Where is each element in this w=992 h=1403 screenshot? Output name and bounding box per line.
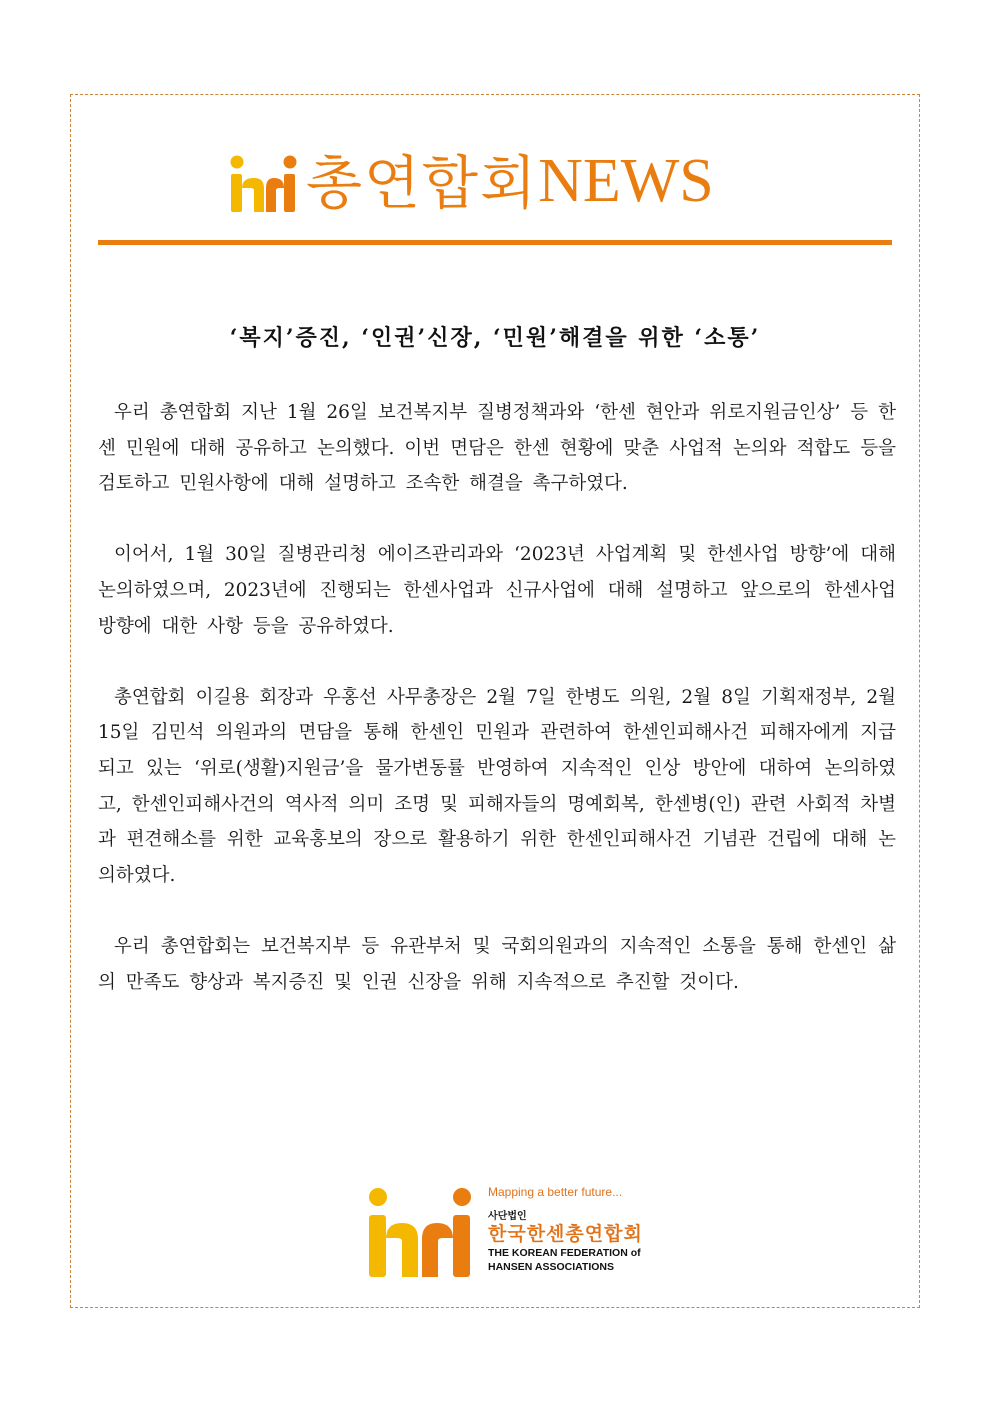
- article-paragraph-1: 우리 총연합회 지난 1월 26일 보건복지부 질병정책과와 ‘한센 현안과 위로지원금인상’ 등 한센 민원에 대해 공유하고 논의했다. 이번 면담은 한센 현황에 맞춘 사업적 논의와 적합도 등을 검토하고 민원사항에 대해 설명하고 조속한 해결을 촉구하였다.: [98, 402, 896, 495]
- footer-org-name-english-line1: THE KOREAN FEDERATION of: [488, 1247, 641, 1259]
- article-paragraph-3: 총연합회 이길용 회장과 우홍선 사무총장은 2월 7일 한병도 의원, 2월 8일 기획재정부, 2월 15일 김민석 의원과의 면담을 통해 한센인 민원과 관련하여 한센인피해사건 피해자에게 지급되고 있는 ‘위로(생활)지원금’을 물가변동률 반영하여 지속적인 인상 방안에 대하여 논의하였고, 한센인피해사건의 역사적 의미 조명 및 피해자들의 명예회복, 한센병(인) 관련 사회적 차별과 편견해소를 위한 교육홍보의 장으로 활용하기 위한 한센인피해사건 기념관 건립에 대해 논의하였다.: [98, 686, 896, 886]
- footer-logo: [364, 1183, 664, 1283]
- masthead-rule: [98, 240, 892, 245]
- masthead-title-korean: 총연합회: [306, 149, 539, 217]
- footer-org-name-english-line2: HANSEN ASSOCIATIONS: [488, 1261, 615, 1273]
- footer-corp-type: 사단법인: [488, 1211, 527, 1222]
- hi-logo-icon: [364, 1183, 476, 1279]
- article-paragraph-4: 우리 총연합회는 보건복지부 등 유관부처 및 국회의원과의 지속적인 소통을 통해 한센인 삶의 만족도 향상과 복지증진 및 인권 신장을 위해 지속적으로 추진할 것이다.: [98, 935, 896, 993]
- masthead: [228, 148, 714, 224]
- masthead-title-news: NEWS: [538, 147, 714, 215]
- article-paragraph-2: 이어서, 1월 30일 질병관리청 에이즈관리과와 ‘2023년 사업계획 및 한센사업 방향’에 대해 논의하였으며, 2023년에 진행되는 한센사업과 신규사업에 대해 설명하고 앞으로의 한센사업 방향에 대한 사항 등을 공유하였다.: [98, 544, 896, 637]
- footer-tagline: Mapping a better future...: [488, 1185, 623, 1199]
- article-body: [98, 395, 896, 1036]
- article-headline: ‘복지’증진, ‘인권’신장, ‘민원’해결을 위한 ‘소통’: [229, 325, 761, 351]
- hi-logo-icon: [228, 152, 300, 214]
- footer-org-name-korean: 한국한센총연합회: [488, 1223, 643, 1245]
